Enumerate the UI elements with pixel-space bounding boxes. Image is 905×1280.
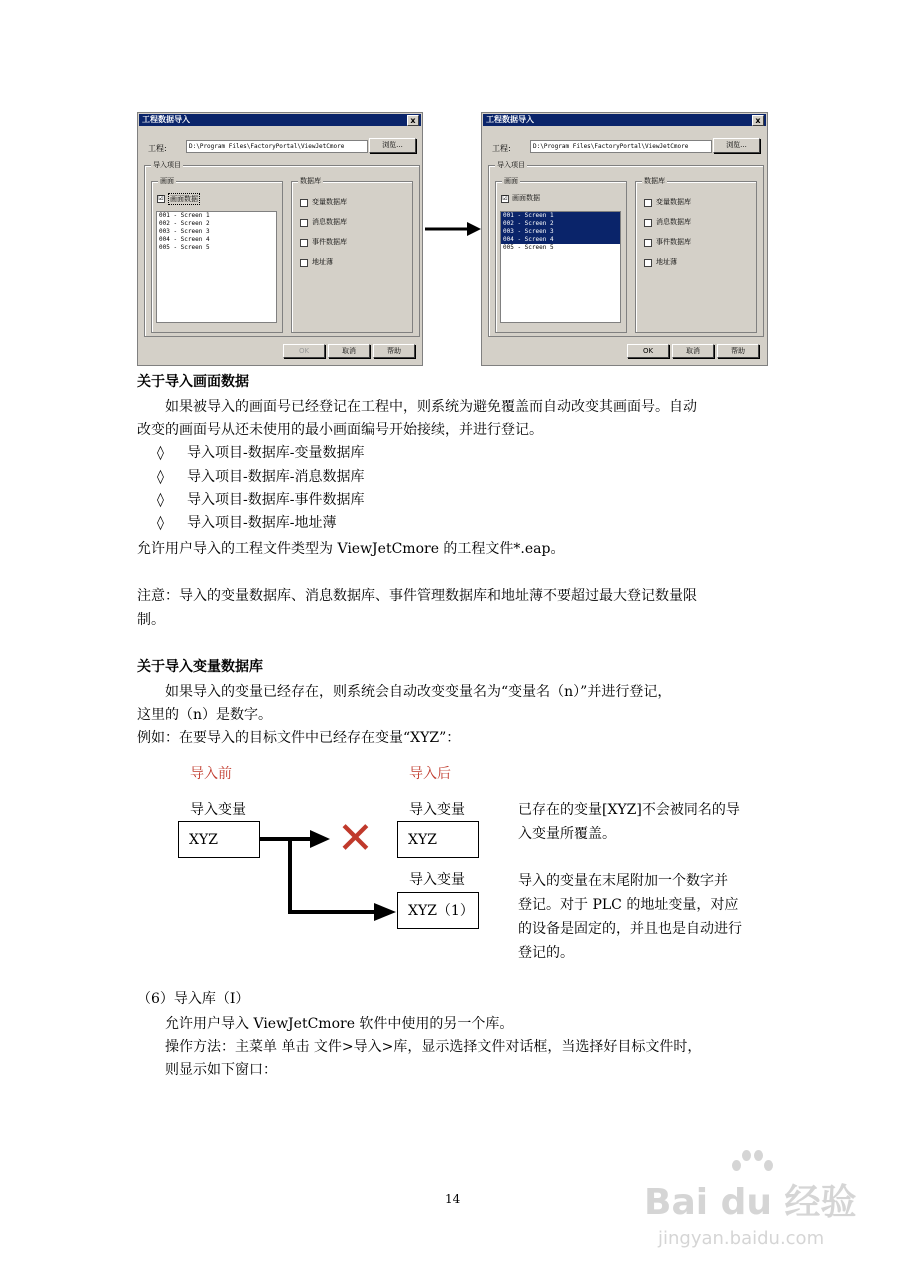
- section1-para-line2: 改变的画面号从还未使用的最小画面编号开始接续，并进行登记。: [137, 422, 543, 438]
- bullet-item: 导入项目-数据库-消息数据库: [187, 469, 365, 485]
- message-db-checkbox[interactable]: [300, 219, 308, 227]
- message-db-checkbox[interactable]: [644, 219, 652, 227]
- arrow-head-icon: [310, 830, 330, 848]
- screen-group: [495, 177, 627, 333]
- section2-heading: 关于导入变量数据库: [137, 659, 263, 675]
- watermark-url: jingyan.baidu.com: [658, 1228, 825, 1249]
- variable-db-checkbox[interactable]: [300, 199, 308, 207]
- desc1-line1: 已存在的变量[XYZ]不会被同名的导: [518, 802, 740, 818]
- database-group: [635, 177, 757, 333]
- section3-line1: 允许用户导入 ViewJetCmore 软件中使用的另一个库。: [165, 1016, 514, 1032]
- address-book-label: 地址薄: [312, 258, 333, 266]
- cancel-button[interactable]: 取消: [672, 344, 714, 358]
- dialog-title-bar[interactable]: [139, 114, 421, 126]
- bullet-item: 导入项目-数据库-地址薄: [187, 515, 337, 531]
- section3-heading: （6）导入库（I）: [137, 991, 250, 1007]
- before-label: 导入前: [190, 766, 232, 782]
- close-icon[interactable]: x: [407, 115, 419, 126]
- variable-db-checkbox[interactable]: [644, 199, 652, 207]
- file-type-text: 允许用户导入的工程文件类型为 ViewJetCmore 的工程文件*.eap。: [137, 541, 565, 557]
- list-item[interactable]: 003 - Screen 3: [159, 228, 210, 235]
- desc2-line3: 的设备是固定的，并且也是自动进行: [518, 921, 742, 937]
- screen-group-title: 画面: [160, 177, 174, 185]
- address-book-checkbox[interactable]: [300, 259, 308, 267]
- address-book-label: 地址薄: [656, 258, 677, 266]
- event-db-checkbox[interactable]: [300, 239, 308, 247]
- project-path-field[interactable]: D:\Program Files\FactoryPortal\ViewJetCmore: [186, 140, 368, 153]
- browse-button[interactable]: 浏览...: [713, 138, 760, 153]
- before-var-box: XYZ: [178, 821, 260, 858]
- desc2-line1: 导入的变量在末尾附加一个数字并: [518, 873, 728, 889]
- dialog-title: 工程数据导入: [486, 115, 534, 124]
- dialog-title: 工程数据导入: [142, 115, 190, 124]
- screen-data-checkbox[interactable]: ☑: [158, 195, 164, 202]
- event-db-label: 事件数据库: [312, 238, 347, 246]
- list-item-selected[interactable]: 001 - Screen 1: [501, 212, 620, 220]
- import-var-label-before: 导入变量: [190, 802, 246, 818]
- list-item[interactable]: 004 - Screen 4: [159, 236, 210, 243]
- screen-list[interactable]: [156, 211, 277, 323]
- list-item[interactable]: 005 - Screen 5: [503, 244, 554, 251]
- variable-db-label: 变量数据库: [656, 198, 691, 206]
- bullet-icon: ◊: [157, 492, 164, 508]
- browse-button[interactable]: 浏览...: [369, 138, 416, 153]
- list-item-selected[interactable]: 002 - Screen 2: [501, 220, 620, 228]
- list-item-selected[interactable]: 004 - Screen 4: [501, 236, 620, 244]
- import-var-label-renamed: 导入变量: [409, 872, 465, 888]
- section1-heading: 关于导入画面数据: [137, 374, 249, 390]
- example-text: 例如：在要导入的目标文件中已经存在变量“XYZ”：: [137, 730, 461, 746]
- arrow-right-icon: [425, 220, 483, 238]
- bullet-icon: ◊: [157, 445, 164, 461]
- section2-para-line1: 如果导入的变量已经存在，则系统会自动改变变量名为“变量名（n）”并进行登记，: [165, 684, 672, 700]
- note-line2: 制。: [137, 612, 165, 628]
- list-item-selected[interactable]: 003 - Screen 3: [501, 228, 620, 236]
- import-items-title: 导入项目: [497, 161, 525, 169]
- baidu-watermark-logo: [640, 1150, 880, 1260]
- desc1-line2: 入变量所覆盖。: [518, 826, 616, 842]
- screen-list[interactable]: [500, 211, 621, 323]
- import-dialog-before: [137, 112, 423, 366]
- section2-para-line2: 这里的（n）是数字。: [137, 707, 273, 723]
- section3-line3: 则显示如下窗口：: [165, 1062, 277, 1078]
- page-number: 14: [445, 1192, 461, 1206]
- diagram-arrows: [258, 820, 408, 930]
- screen-data-checkbox[interactable]: ☑: [502, 195, 508, 202]
- import-items-group: [488, 161, 764, 337]
- help-button[interactable]: 帮助: [717, 344, 759, 358]
- ok-button[interactable]: OK: [283, 344, 325, 358]
- screen-group-title: 画面: [504, 177, 518, 185]
- help-button[interactable]: 帮助: [373, 344, 415, 358]
- list-item[interactable]: 005 - Screen 5: [159, 244, 210, 251]
- database-group: [291, 177, 413, 333]
- cross-icon: ✕: [337, 813, 374, 864]
- section3-line2: 操作方法：主菜单 单击 文件>导入>库，显示选择文件对话框，当选择好目标文件时，: [165, 1039, 702, 1055]
- bullet-icon: ◊: [157, 515, 164, 531]
- desc2-line2: 登记。对于 PLC 的地址变量，对应: [518, 897, 739, 913]
- import-items-group: [144, 161, 420, 337]
- arrow-head-icon: [374, 903, 396, 921]
- cancel-button[interactable]: 取消: [328, 344, 370, 358]
- desc2-line4: 登记的。: [518, 945, 574, 961]
- renamed-var-box: XYZ（1）: [397, 892, 479, 929]
- message-db-label: 消息数据库: [312, 218, 347, 226]
- screen-data-label: 画面数据: [512, 194, 540, 202]
- after-label: 导入后: [409, 766, 451, 782]
- bullet-item: 导入项目-数据库-事件数据库: [187, 492, 365, 508]
- after-var-box: XYZ: [397, 821, 479, 858]
- screen-group: [151, 177, 283, 333]
- bullet-item: 导入项目-数据库-变量数据库: [187, 445, 365, 461]
- ok-button[interactable]: OK: [627, 344, 669, 358]
- dialog-title-bar[interactable]: [483, 114, 766, 126]
- message-db-label: 消息数据库: [656, 218, 691, 226]
- event-db-label: 事件数据库: [656, 238, 691, 246]
- note-line1: 注意：导入的变量数据库、消息数据库、事件管理数据库和地址薄不要超过最大登记数量限: [137, 588, 697, 604]
- import-items-title: 导入项目: [153, 161, 181, 169]
- bullet-icon: ◊: [157, 469, 164, 485]
- event-db-checkbox[interactable]: [644, 239, 652, 247]
- database-group-title: 数据库: [300, 177, 321, 185]
- address-book-checkbox[interactable]: [644, 259, 652, 267]
- project-label: 工程:: [148, 144, 167, 153]
- project-label: 工程:: [492, 144, 511, 153]
- list-item[interactable]: 001 - Screen 1: [159, 212, 210, 219]
- section1-para-line1: 如果被导入的画面号已经登记在工程中，则系统为避免覆盖而自动改变其画面号。自动: [165, 399, 697, 415]
- variable-db-label: 变量数据库: [312, 198, 347, 206]
- screen-data-label: 画面数据: [170, 195, 198, 203]
- watermark-brand: Bai du 经验: [644, 1182, 857, 1223]
- import-var-label-after: 导入变量: [409, 802, 465, 818]
- database-group-title: 数据库: [644, 177, 665, 185]
- close-icon[interactable]: x: [752, 115, 764, 126]
- project-path-field[interactable]: D:\Program Files\FactoryPortal\ViewJetCmore: [530, 140, 712, 153]
- import-dialog-after: [481, 112, 768, 366]
- list-item[interactable]: 002 - Screen 2: [159, 220, 210, 227]
